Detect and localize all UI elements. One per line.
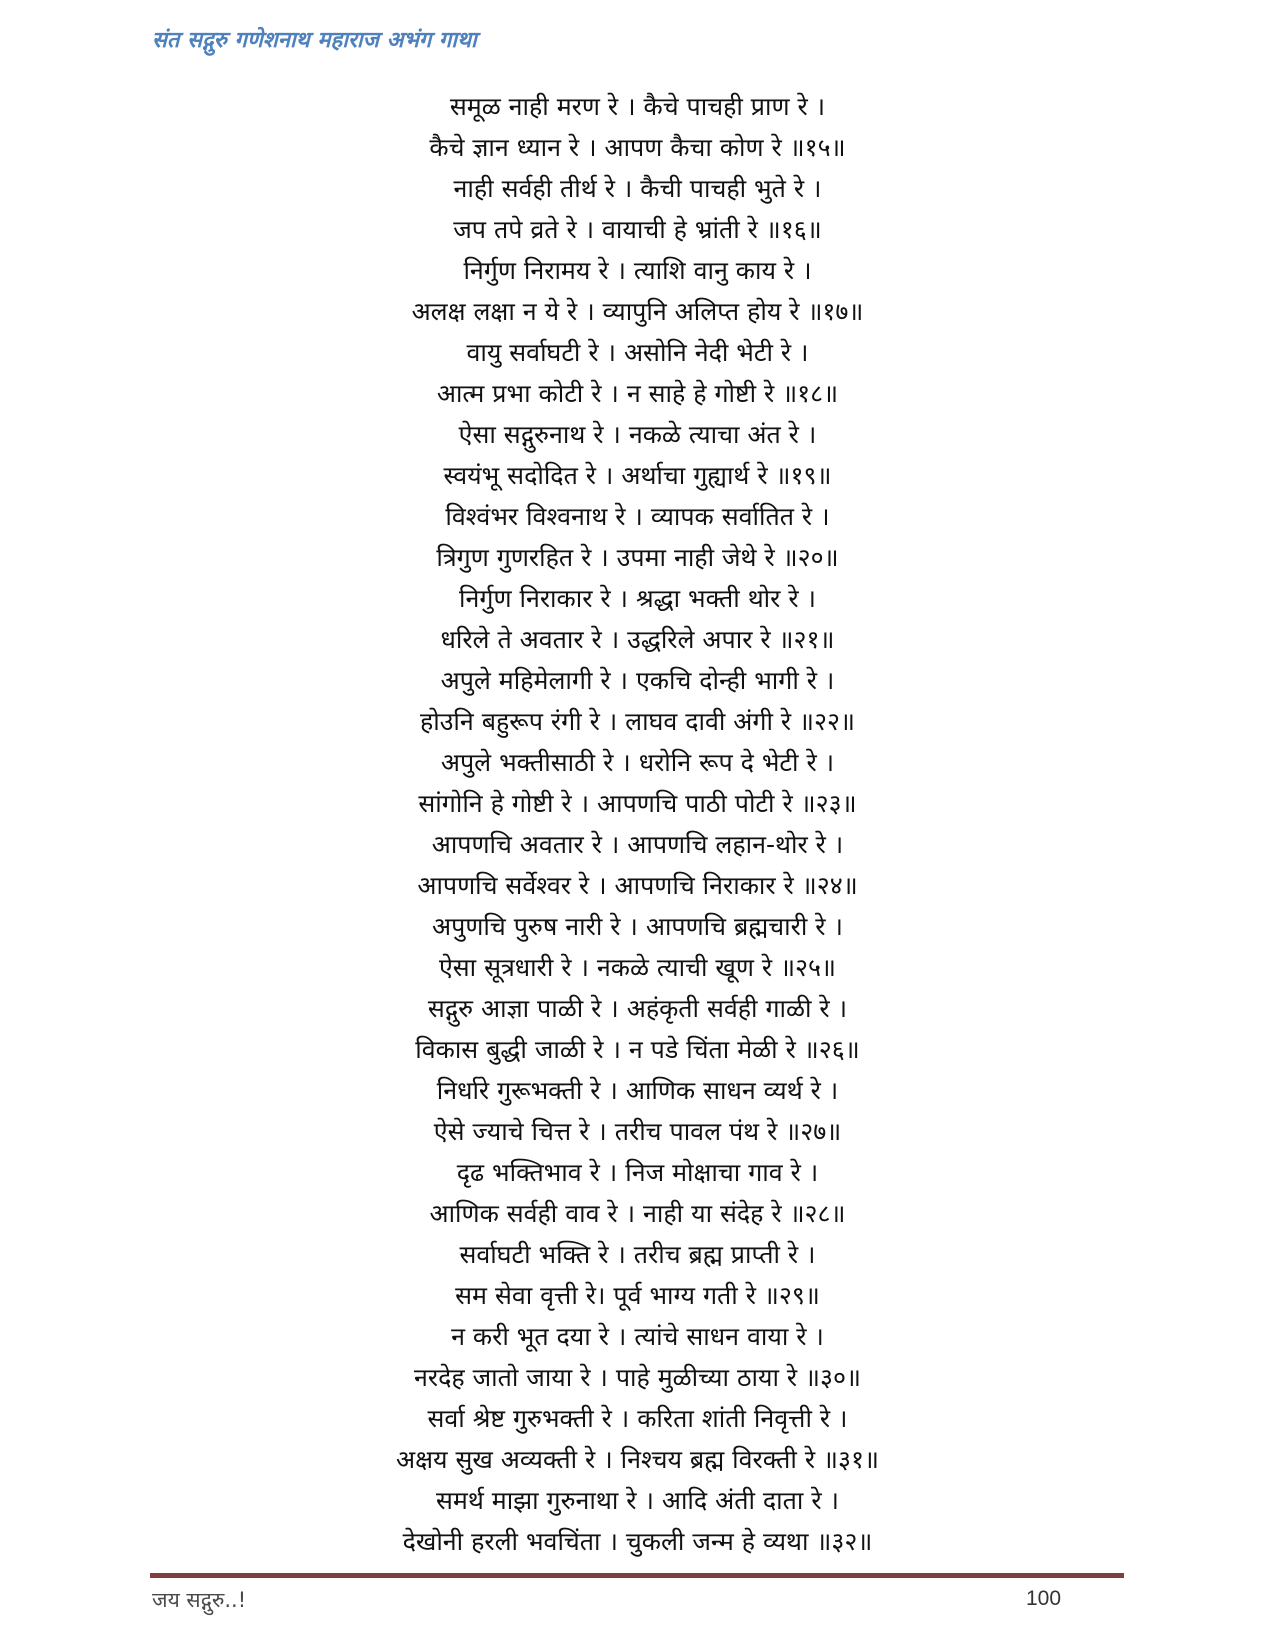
- verse-line: दृढ भक्तिभाव रे । निज मोक्षाचा गाव रे ।: [456, 1158, 819, 1187]
- verse-line: निर्गुण निरामय रे । त्याशि वानु काय रे ।: [463, 256, 812, 285]
- verse-line: सर्वाघटी भक्ति रे । तरीच ब्रह्म प्राप्ती रे ।: [459, 1240, 816, 1269]
- verse-line: आत्म प्रभा कोटी रे । न साहे हे गोष्टी रे ॥१८॥: [436, 379, 839, 408]
- verse-line: समूळ नाही मरण रे । कैचे पाचही प्राण रे ।: [449, 92, 826, 121]
- verse-line: न करी भूत दया रे । त्यांचे साधन वाया रे ।: [451, 1322, 824, 1351]
- verse-line: अलक्ष लक्षा न ये रे । व्यापुनि अलिप्त होय रे ॥१७॥: [411, 297, 864, 326]
- verse-line: त्रिगुण गुणरहित रे । उपमा नाही जेथे रे ॥२०॥: [436, 543, 839, 572]
- footer-divider: [150, 1573, 1124, 1578]
- verse-line: कैचे ज्ञान ध्यान रे । आपण कैचा कोण रे ॥१५॥: [429, 133, 846, 162]
- verse-line: आपणचि अवतार रे । आपणचि लहान-थोर रे ।: [431, 830, 844, 859]
- verse-line: सांगोनि हे गोष्टी रे । आपणचि पाठी पोटी रे ॥२३॥: [418, 789, 857, 818]
- verse-line: जप तपे व्रते रे । वायाची हे भ्रांती रे ॥१६॥: [453, 215, 822, 244]
- verse-line: ऐसे ज्याचे चित्त रे । तरीच पावल पंथ रे ॥२७॥: [433, 1117, 842, 1146]
- verse-line: धरिले ते अवतार रे । उद्धरिले अपार रे ॥२१॥: [440, 625, 835, 654]
- verse-block: [0, 86, 1275, 1562]
- verse-line: विकास बुद्धी जाळी रे । न पडे चिंता मेळी रे ॥२६॥: [415, 1035, 860, 1064]
- verse-line: आणिक सर्वही वाव रे । नाही या संदेह रे ॥२८॥: [429, 1199, 846, 1228]
- verse-line: विश्वंभर विश्वनाथ रे । व्यापक सर्वातित रे ।: [445, 502, 830, 531]
- page-number: 100: [1026, 1587, 1062, 1610]
- verse-line: नाही सर्वही तीर्थ रे । कैची पाचही भुते रे ।: [453, 174, 822, 203]
- verse-line: नरदेह जातो जाया रे । पाहे मुळीच्या ठाया रे ॥३०॥: [413, 1363, 862, 1392]
- verse-line: ऐसा सूत्रधारी रे । नकळे त्याची खूण रे ॥२५॥: [438, 953, 837, 982]
- footer-slogan: जय सद्गुरु..!: [152, 1588, 247, 1612]
- verse-line: समर्थ माझा गुरुनाथा रे । आदि अंती दाता रे ।: [436, 1486, 839, 1515]
- verse-line: ऐसा सद्गुरुनाथ रे । नकळे त्याचा अंत रे ।: [458, 420, 817, 449]
- verse-line: सम सेवा वृत्ती रे। पूर्व भाग्य गती रे ॥२९॥: [455, 1281, 820, 1310]
- verse-line: देखोनी हरली भवचिंता । चुकली जन्म हे व्यथा ॥३२॥: [402, 1527, 873, 1556]
- verse-line: अपुणचि पुरुष नारी रे । आपणचि ब्रह्मचारी रे ।: [432, 912, 843, 941]
- verse-line: स्वयंभू सदोदित रे । अर्थाचा गुह्यार्थ रे ॥१९॥: [443, 461, 832, 490]
- verse-line: अपुले भक्तीसाठी रे । धरोनि रूप दे भेटी रे ।: [440, 748, 835, 777]
- verse-line: वायु सर्वाघटी रे । असोनि नेदी भेटी रे ।: [466, 338, 809, 367]
- verse-line: अक्षय सुख अव्यक्ती रे । निश्चय ब्रह्म विरक्ती रे ॥३१॥: [396, 1445, 879, 1474]
- verse-line: आपणचि सर्वेश्वर रे । आपणचि निराकार रे ॥२४॥: [417, 871, 858, 900]
- verse-line: अपुले महिमेलागी रे । एकचि दोन्ही भागी रे ।: [440, 666, 835, 695]
- verse-line: निर्धारे गुरूभक्ती रे । आणिक साधन व्यर्थ रे ।: [436, 1076, 839, 1105]
- verse-line: सर्वा श्रेष्ट गुरुभक्ती रे । करिता शांती निवृत्ती रे ।: [427, 1404, 848, 1433]
- page-header-title: संत सद्गुरु गणेशनाथ महाराज अभंग गाथा: [152, 28, 477, 53]
- verse-line: होउनि बहुरूप रंगी रे । लाघव दावी अंगी रे ॥२२॥: [419, 707, 856, 736]
- verse-line: निर्गुण निराकार रे । श्रद्धा भक्ती थोर रे ।: [459, 584, 816, 613]
- verse-line: सद्गुरु आज्ञा पाळी रे । अहंकृती सर्वही गाळी रे ।: [427, 994, 848, 1023]
